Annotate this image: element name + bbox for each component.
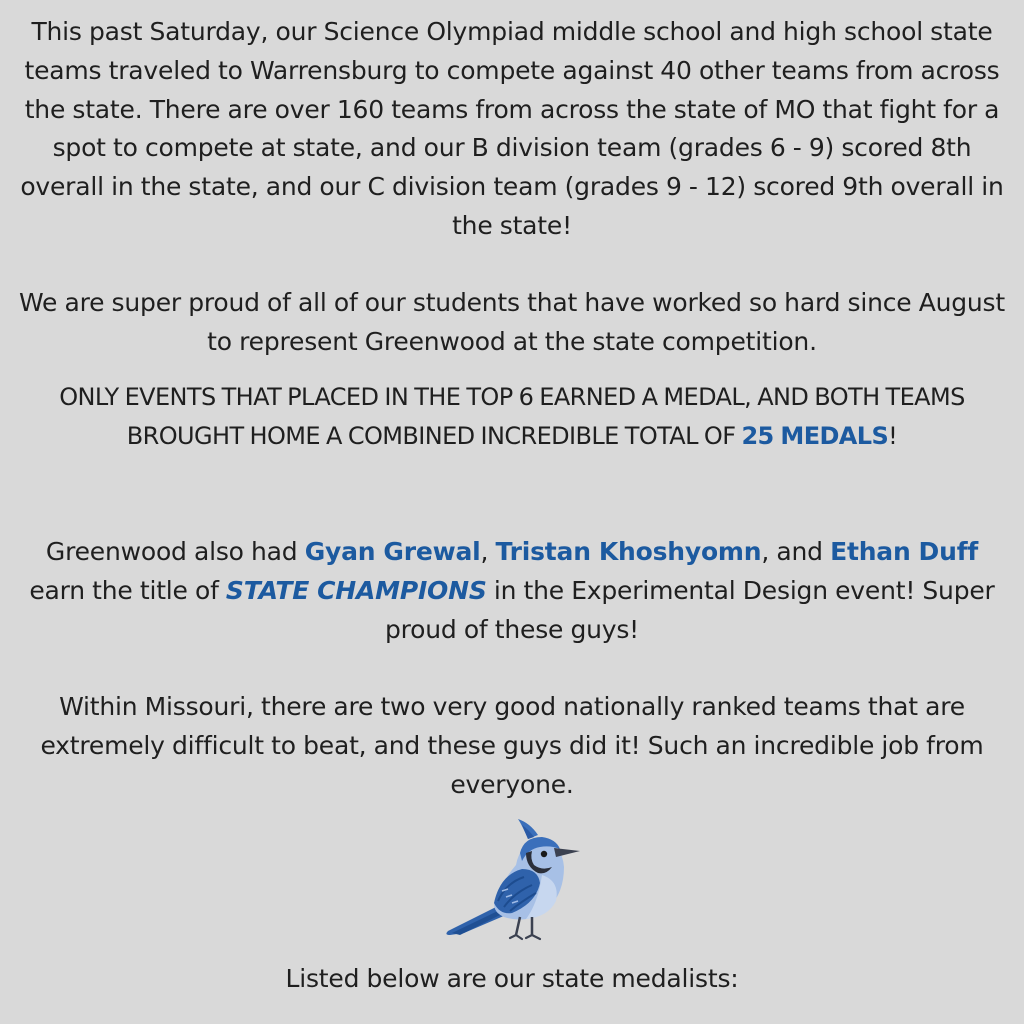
medalists-intro: Listed below are our state medalists: [285,964,739,993]
champions-end: in the Experimental Design event! Super proud of these guys! [384,575,995,644]
champion-name-1: Gyan Grewal [304,537,481,566]
champions-intro: Greenwood also had [45,537,305,566]
medals-paragraph [18,378,1006,456]
medals-count: 25 MEDALS [741,421,889,450]
proud-paragraph: We are super proud of all of our students that have worked so hard since August to represent Greenwood at the state competition. [19,288,1005,356]
champion-name-2: Tristan Khoshyomn [495,537,762,566]
medals-end: ! [888,421,898,450]
medals-text: ONLY EVENTS THAT PLACED IN THE TOP 6 EARNED A MEDAL, AND BOTH TEAMS BROUGHT HOME A COMBINED INCREDIBLE TOTAL OF [59,383,965,450]
missouri-paragraph: Within Missouri, there are two very good nationally ranked teams that are extremely difficult to beat, and these guys did it! Such an incredible job from everyone. [40,692,984,799]
blue-jay-icon [442,817,584,947]
champions-sep-1: , [480,537,496,566]
intro-paragraph: This past Saturday, our Science Olympiad middle school and high school state teams traveled to Warrensburg to compete against 40 other teams from across the state. There are over 160 teams from across the state of MO that fight for a spot to compete at state, and our B division team (grades 6 - 9) scored 8th overall in the state, and our C division team (grades 9 - 12) scored 9th overall in the state! [20,17,1004,240]
champion-name-3: Ethan Duff [830,537,979,566]
state-champions-title: STATE CHAMPIONS [225,575,487,605]
champions-paragraph [18,533,1006,649]
champions-sep-2: , and [761,537,831,566]
champions-mid: earn the title of [29,575,226,605]
